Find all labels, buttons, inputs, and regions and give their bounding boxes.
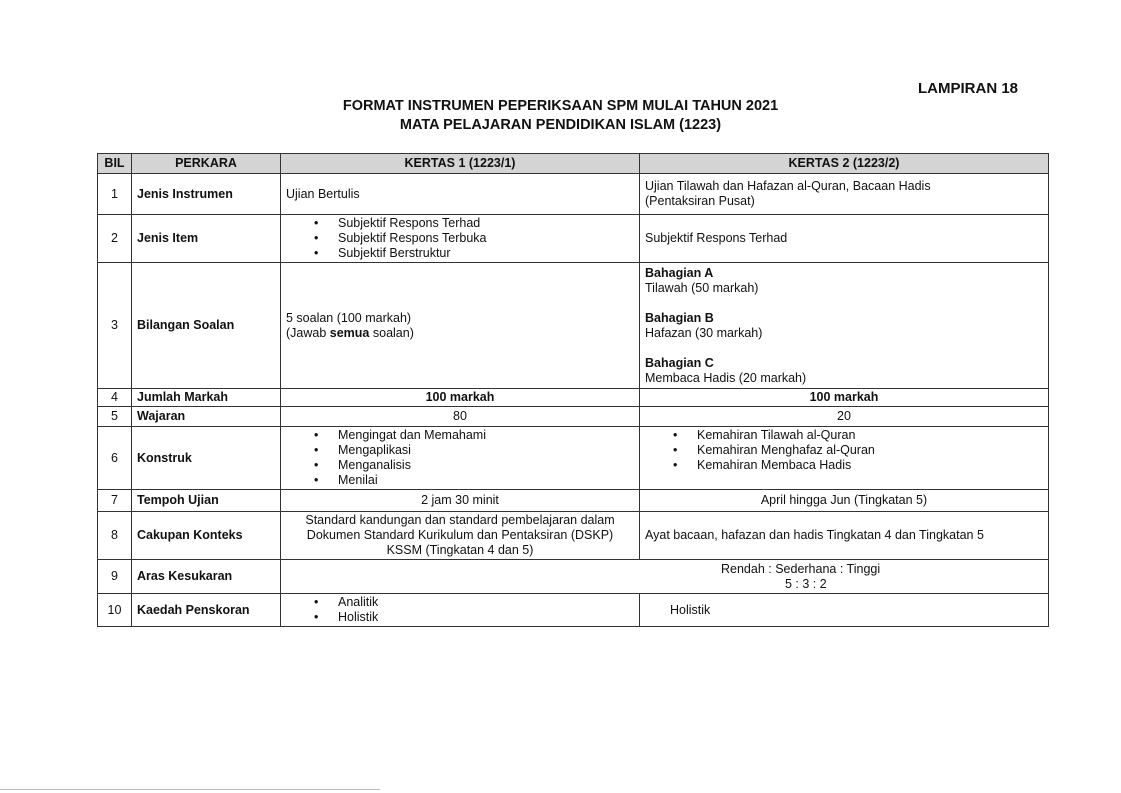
table-row [98,174,1049,215]
row-label: Aras Kesukaran [132,560,281,594]
table-row [98,427,1049,490]
table-row [98,263,1049,389]
table-row [98,407,1049,427]
list-item: • Mengaplikasi [338,443,634,458]
cell-line: 5 : 3 : 2 [785,576,827,591]
merged-cell [281,560,1049,594]
row-number: 9 [98,560,132,594]
row-number: 5 [98,407,132,427]
title-line-1: FORMAT INSTRUMEN PEPERIKSAAN SPM MULAI TAHUN 2021 [342,98,779,114]
row-number: 3 [98,263,132,389]
row-label: Wajaran [132,407,281,427]
row-label: Jenis Instrumen [132,174,281,215]
row-label: Jenis Item [132,215,281,263]
kertas-2-cell: 20 [640,407,1049,427]
list-item: • Holistik [338,610,634,625]
table-row [98,215,1049,263]
row-label: Konstruk [132,427,281,490]
list-item: • Kemahiran Tilawah al-Quran [697,428,1043,443]
header-bil: BIL [98,154,132,174]
table-header-row [98,154,1049,174]
cell-line: Ujian Tilawah dan Hafazan al-Quran, Bacaan Hadis [645,179,931,193]
kertas-1-cell: 2 jam 30 minit [281,490,640,512]
text-fragment: soalan) [369,325,414,340]
kertas-1-cell [281,215,640,263]
kertas-2-cell [640,427,1049,490]
appendix-label: LAMPIRAN 18 [918,80,1019,97]
row-number: 10 [98,594,132,627]
kertas-2-cell [640,263,1049,389]
kertas-1-cell: Ujian Bertulis [281,174,640,215]
kertas-2-cell [640,174,1049,215]
section-heading: Bahagian A [645,265,714,280]
list-item: • Subjektif Respons Terbuka [338,231,634,246]
section-text: Membaca Hadis (20 markah) [645,370,807,385]
cell-line: 5 soalan (100 markah) [286,310,412,325]
row-number: 4 [98,389,132,407]
emphasis-text: semua [329,325,370,340]
row-number: 2 [98,215,132,263]
header-kertas-1: KERTAS 1 (1223/1) [281,154,640,174]
bullet-list [286,216,634,261]
cell-line: Rendah : Sederhana : Tinggi [721,561,881,576]
row-number: 1 [98,174,132,215]
row-label: Cakupan Konteks [132,512,281,560]
kertas-2-cell: 100 markah [640,389,1049,407]
row-number: 6 [98,427,132,490]
kertas-1-cell [281,594,640,627]
list-item: • Menganalisis [338,458,634,473]
section-heading: Bahagian B [645,310,714,325]
kertas-1-cell [281,263,640,389]
header-perkara: PERKARA [132,154,281,174]
kertas-2-cell: Subjektif Respons Terhad [640,215,1049,263]
row-label: Jumlah Markah [132,389,281,407]
list-item: • Kemahiran Membaca Hadis [697,458,1043,473]
cell-line: (Pentaksiran Pusat) [645,194,755,208]
kertas-1-cell [281,427,640,490]
kertas-2-cell: Ayat bacaan, hafazan dan hadis Tingkatan 4 dan Tingkatan 5 [640,512,1049,560]
cell-line: Dokumen Standard Kurikulum dan Pentaksiran (DSKP) [306,528,614,542]
row-label: Tempoh Ujian [132,490,281,512]
list-item: • Kemahiran Menghafaz al-Quran [697,443,1043,458]
kertas-2-cell: Holistik [640,594,1049,627]
format-table [97,153,1049,627]
row-number: 7 [98,490,132,512]
section-heading: Bahagian C [645,355,714,370]
list-item: • Subjektif Respons Terhad [338,216,634,231]
list-item: • Mengingat dan Memahami [338,428,634,443]
cell-line [286,326,634,341]
title-line-2: MATA PELAJARAN PENDIDIKAN ISLAM (1223) [399,117,722,133]
bullet-list [286,428,634,488]
document-title [0,97,1121,135]
table-row [98,389,1049,407]
row-number: 8 [98,512,132,560]
kertas-1-cell: 100 markah [281,389,640,407]
list-item: • Analitik [338,595,634,610]
scan-edge-line [0,789,380,790]
list-item: • Subjektif Berstruktur [338,246,634,261]
kertas-1-cell [281,512,640,560]
row-label: Bilangan Soalan [132,263,281,389]
list-item: • Menilai [338,473,634,488]
table-row [98,560,1049,594]
cell-line: KSSM (Tingkatan 4 dan 5) [386,543,534,557]
table-row [98,512,1049,560]
section-text: Tilawah (50 markah) [645,280,759,295]
cell-line: Standard kandungan dan standard pembelajaran dalam [305,513,615,527]
table-row [98,594,1049,627]
text-fragment: (Jawab [286,325,330,340]
kertas-2-cell: April hingga Jun (Tingkatan 5) [640,490,1049,512]
row-label: Kaedah Penskoran [132,594,281,627]
table-row [98,490,1049,512]
header-kertas-2: KERTAS 2 (1223/2) [640,154,1049,174]
section-text: Hafazan (30 markah) [645,325,763,340]
kertas-1-cell: 80 [281,407,640,427]
bullet-list [645,428,1043,473]
bullet-list [286,595,634,625]
